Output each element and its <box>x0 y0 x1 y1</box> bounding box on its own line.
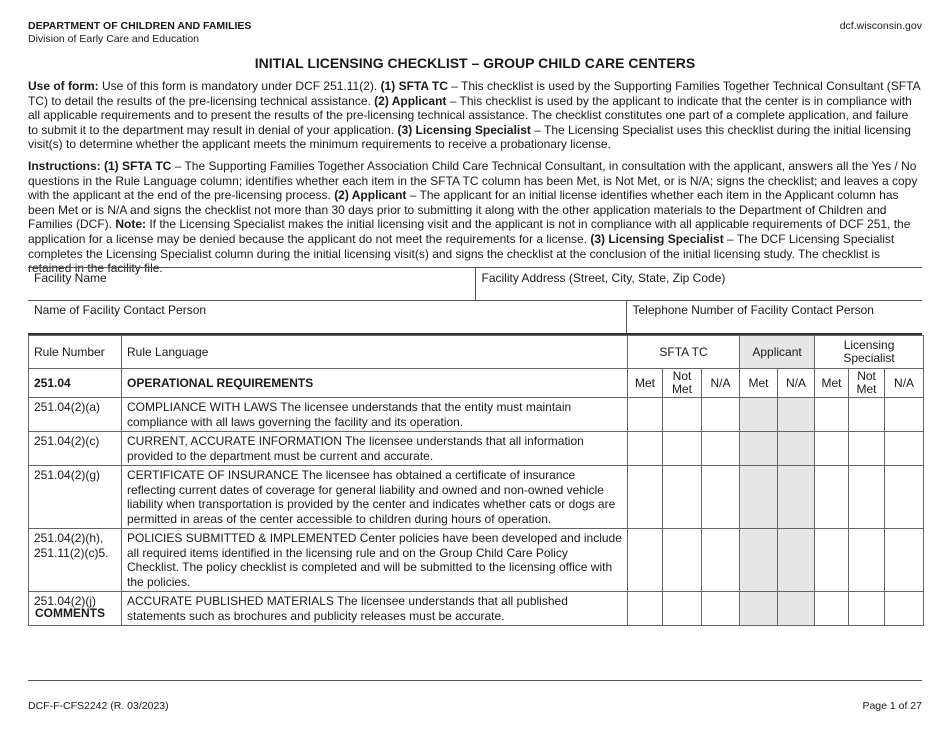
column-header-rule-number: Rule Number <box>29 336 122 369</box>
table-row <box>29 466 924 529</box>
sfta-not-met-checkbox[interactable] <box>663 466 702 529</box>
instructions-text: – The applicant for an initial license identifies whether each item in the Applicant column has been Met or is N/A and signs the checklist not more than 30 days prior to submitting it along with the other application materials to the Department of Children and Families (DCF). <box>28 188 899 232</box>
licensing-met-checkbox[interactable] <box>815 529 849 592</box>
contact-info-table <box>28 300 922 335</box>
licensing-not-met-header: Not Met <box>849 369 885 398</box>
department-name: DEPARTMENT OF CHILDREN AND FAMILIES <box>28 20 252 32</box>
licensing-na-checkbox[interactable] <box>885 432 924 466</box>
licensing-not-met-checkbox[interactable] <box>849 592 885 626</box>
licensing-met-checkbox[interactable] <box>815 592 849 626</box>
licensing-not-met-checkbox[interactable] <box>849 398 885 432</box>
sfta-met-checkbox[interactable] <box>628 398 663 432</box>
rule-language: ACCURATE PUBLISHED MATERIALS The licensee understands that all published statements such as brochures and publicity releases must be accurate. <box>122 592 628 626</box>
use-of-form-paragraph <box>28 79 920 152</box>
use-of-form-specialist-label: (3) Licensing Specialist <box>397 122 531 137</box>
applicant-na-checkbox[interactable] <box>778 592 815 626</box>
sfta-met-header: Met <box>628 369 663 398</box>
rules-checklist-table <box>28 335 924 626</box>
licensing-met-header: Met <box>815 369 849 398</box>
instructions-text: – The DCF Licensing Specialist completes the Licensing Specialist column during the initial licensing visit(s) and signs the checklist at the conclusion of the initial licensing study. The checklist is retained in the facility file. <box>28 231 895 276</box>
applicant-na-checkbox[interactable] <box>778 398 815 432</box>
facility-name-field[interactable] <box>28 268 475 301</box>
sfta-met-checkbox[interactable] <box>628 592 663 626</box>
licensing-na-checkbox[interactable] <box>885 529 924 592</box>
use-of-form-text: – This checklist is used by the Supporting Families Together Technical Consultant (SFTA TC) to detail the results of the pre-licensing technical assistance. <box>28 79 920 108</box>
instructions-text: – The Supporting Families Together Association Child Care Technical Consultant, in consultation with the applicant, answers all the Yes / No questions in the Rule Language column; identifies whether each item in the SFTA TC column has been Met, is Not Met, or is N/A; signs the checklist; and leaves a copy with the applicant at the end of the pre-licensing process. <box>28 159 918 203</box>
facility-info-table <box>28 267 922 301</box>
applicant-met-checkbox[interactable] <box>740 432 778 466</box>
rule-language: CURRENT, ACCURATE INFORMATION The licensee understands that all information provided to the department must be current and accurate. <box>122 432 628 466</box>
website-link[interactable]: dcf.wisconsin.gov <box>839 20 922 32</box>
rule-number: 251.04(2)(g) <box>29 466 122 529</box>
sfta-met-checkbox[interactable] <box>628 529 663 592</box>
page-number: Page 1 of 27 <box>862 700 922 712</box>
applicant-na-header: N/A <box>778 369 815 398</box>
comments-label: COMMENTS <box>35 606 105 620</box>
applicant-met-checkbox[interactable] <box>740 466 778 529</box>
licensing-not-met-checkbox[interactable] <box>849 529 885 592</box>
licensing-na-checkbox[interactable] <box>885 398 924 432</box>
table-row <box>29 592 924 626</box>
rule-language: CERTIFICATE OF INSURANCE The licensee has obtained a certificate of insurance reflecting current dates of coverage for general liability and owned and non-owned vehicle liability when transportation is provided by the center and indicates whether cats or dogs are permitted in areas of the center accessible to children during hours of operation. <box>122 466 628 529</box>
instructions-sfta-label: (1) SFTA TC <box>100 159 172 173</box>
rule-number: 251.04(2)(h), 251.11(2)(c)5. <box>29 529 122 592</box>
instructions-note-label: Note: <box>115 217 146 232</box>
form-id: DCF-F-CFS2242 (R. 03/2023) <box>28 700 169 712</box>
instructions-applicant-label: (2) Applicant <box>334 188 407 203</box>
rule-number: 251.04(2)(c) <box>29 432 122 466</box>
applicant-met-checkbox[interactable] <box>740 529 778 592</box>
column-group-sfta: SFTA TC <box>628 336 740 369</box>
instructions-specialist-label: (3) Licensing Specialist <box>590 231 724 246</box>
sfta-not-met-checkbox[interactable] <box>663 432 702 466</box>
licensing-na-header: N/A <box>885 369 924 398</box>
licensing-not-met-checkbox[interactable] <box>849 432 885 466</box>
sfta-na-checkbox[interactable] <box>702 432 740 466</box>
rule-language: POLICIES SUBMITTED & IMPLEMENTED Center policies have been developed and include all required items identified in the licensing rule and on the Group Child Care Policy Checklist. The policy checklist is completed and will be submitted to the licensing office with the policies. <box>122 529 628 592</box>
applicant-met-checkbox[interactable] <box>740 398 778 432</box>
use-of-form-text: – The Licensing Specialist uses this checklist during the initial licensing visit(s) to determine whether the applicant meets the minimum requirements to receive a probationary license. <box>28 122 911 152</box>
sfta-na-checkbox[interactable] <box>702 398 740 432</box>
licensing-na-checkbox[interactable] <box>885 592 924 626</box>
column-group-applicant: Applicant <box>740 336 815 369</box>
use-of-form-text: – This checklist is used by the applicant to indicate that the center is in compliance with all applicable requirements and to present the results of the pre-licensing technical assistance. The checklist constitutes one part of a complete application, and failure to submit it to the department may result in denial of your application. <box>28 93 912 137</box>
sfta-na-checkbox[interactable] <box>702 592 740 626</box>
licensing-met-checkbox[interactable] <box>815 432 849 466</box>
sfta-na-checkbox[interactable] <box>702 466 740 529</box>
sfta-not-met-checkbox[interactable] <box>663 592 702 626</box>
section-title: OPERATIONAL REQUIREMENTS <box>122 369 628 398</box>
section-number: 251.04 <box>29 369 122 398</box>
page-title: INITIAL LICENSING CHECKLIST – GROUP CHILD CARE CENTERS <box>254 55 696 71</box>
use-of-form-text: Use of this form is mandatory under DCF 251.11(2). <box>98 79 381 93</box>
table-row <box>29 529 924 592</box>
licensing-met-checkbox[interactable] <box>815 398 849 432</box>
sfta-not-met-header: Not Met <box>663 369 702 398</box>
column-group-licensing: Licensing Specialist <box>815 336 924 369</box>
facility-address-field[interactable] <box>475 268 922 301</box>
contact-person-label: Name of Facility Contact Person <box>34 303 207 317</box>
division-name: Division of Early Care and Education <box>28 33 200 45</box>
use-of-form-applicant-label: (2) Applicant <box>374 93 447 108</box>
licensing-met-checkbox[interactable] <box>815 466 849 529</box>
instructions-paragraph <box>28 159 920 276</box>
applicant-met-header: Met <box>740 369 778 398</box>
licensing-na-checkbox[interactable] <box>885 466 924 529</box>
sfta-not-met-checkbox[interactable] <box>663 529 702 592</box>
applicant-na-checkbox[interactable] <box>778 432 815 466</box>
footer-divider <box>28 680 922 681</box>
applicant-met-checkbox[interactable] <box>740 592 778 626</box>
use-of-form-label: Use of form: <box>28 79 99 93</box>
sfta-not-met-checkbox[interactable] <box>663 398 702 432</box>
instructions-text: If the Licensing Specialist makes the initial licensing visit and the applicant is not in compliance with all applicable requirements of DCF 251, the application for a license may be denied because the applicant do not meet the requirements for a license. <box>28 217 911 246</box>
sfta-met-checkbox[interactable] <box>628 432 663 466</box>
column-header-rule-language: Rule Language <box>122 336 628 369</box>
sfta-met-checkbox[interactable] <box>628 466 663 529</box>
contact-person-field[interactable] <box>28 300 626 334</box>
use-of-form-sfta-label: (1) SFTA TC <box>380 79 448 93</box>
instructions-label: Instructions: <box>28 159 101 173</box>
applicant-na-checkbox[interactable] <box>778 529 815 592</box>
contact-phone-label: Telephone Number of Facility Contact Person <box>632 303 874 317</box>
table-row <box>29 432 924 466</box>
table-row <box>29 398 924 432</box>
rule-number: 251.04(2)(a) <box>29 398 122 432</box>
facility-address-label: Facility Address (Street, City, State, Zip Code) <box>481 271 726 285</box>
licensing-not-met-checkbox[interactable] <box>849 466 885 529</box>
applicant-na-checkbox[interactable] <box>778 466 815 529</box>
facility-name-label: Facility Name <box>34 271 107 285</box>
sfta-na-header: N/A <box>702 369 740 398</box>
rule-number: 251.04(2)(j) <box>29 592 122 626</box>
rule-language: COMPLIANCE WITH LAWS The licensee understands that the entity must maintain compliance with all laws governing the facility and its operation. <box>122 398 628 432</box>
sfta-na-checkbox[interactable] <box>702 529 740 592</box>
contact-phone-field[interactable] <box>626 300 922 334</box>
page-header-left <box>28 20 251 46</box>
